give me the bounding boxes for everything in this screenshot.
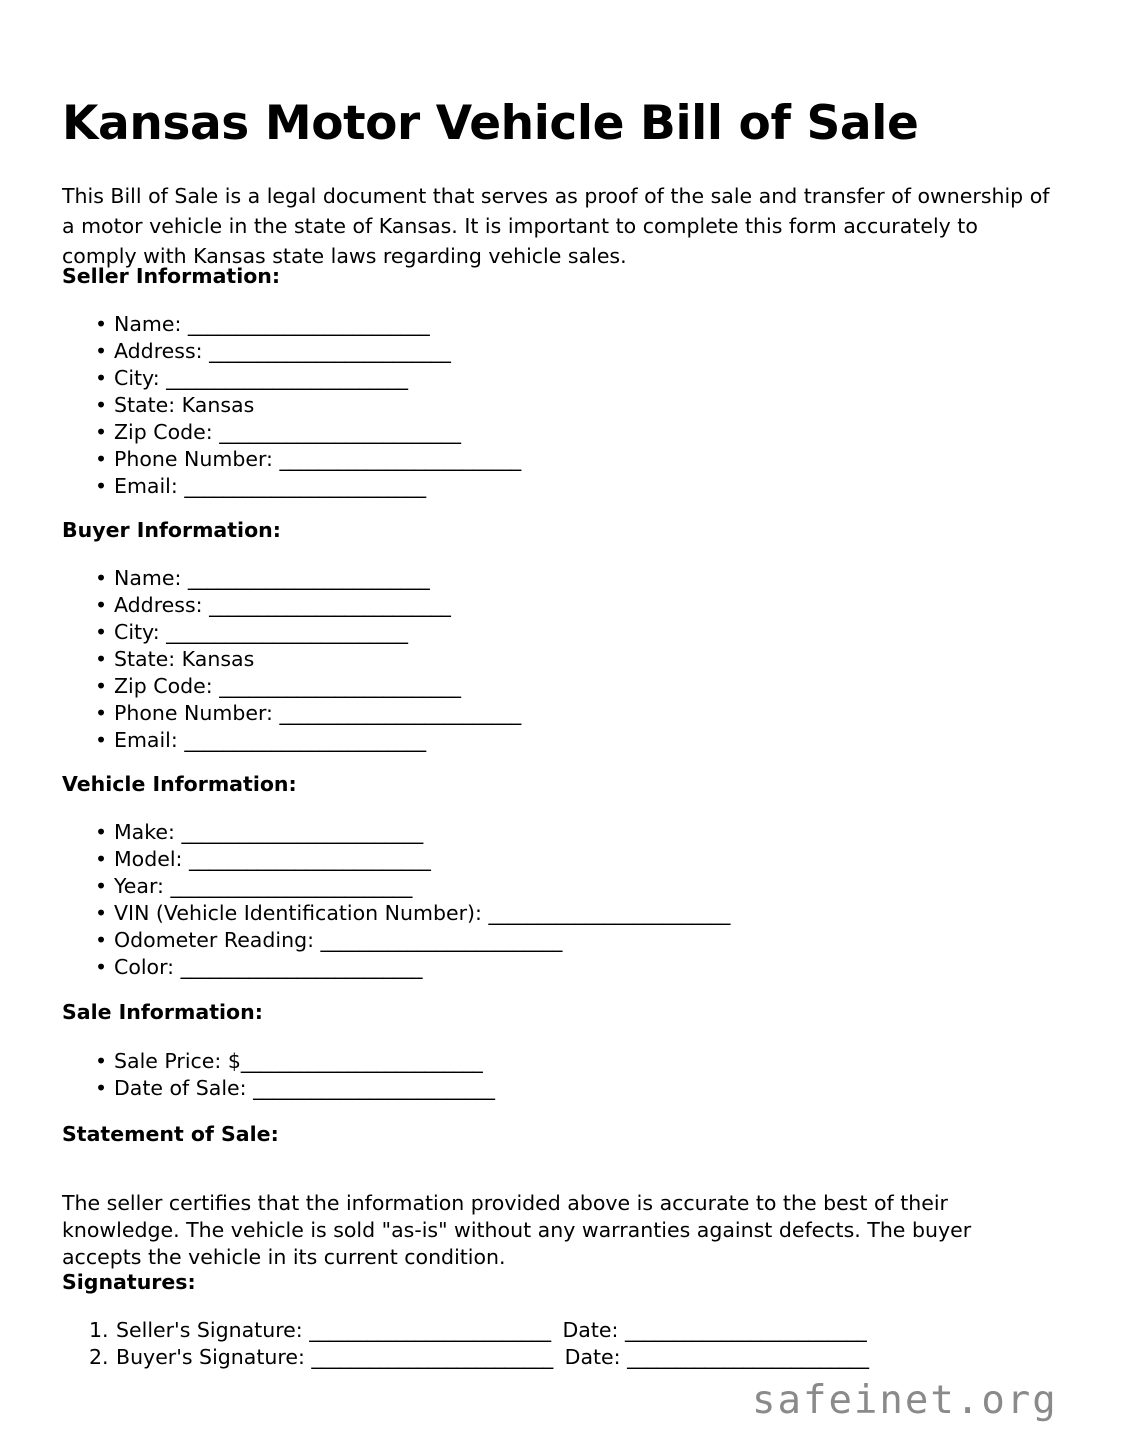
signatures-heading: Signatures: bbox=[62, 1270, 196, 1294]
field-label: Make: bbox=[114, 820, 175, 844]
list-item bbox=[95, 954, 730, 981]
list-item bbox=[95, 446, 521, 473]
date-label: Date: bbox=[564, 1345, 621, 1369]
fill-in-blank[interactable]: _________________________ bbox=[166, 620, 408, 644]
field-label: Odometer Reading: bbox=[114, 928, 314, 952]
signature-blank[interactable]: _________________________ bbox=[309, 1318, 551, 1342]
field-label: Email: bbox=[114, 474, 178, 498]
signature-row bbox=[89, 1344, 868, 1371]
signature-blank[interactable]: _________________________ bbox=[311, 1345, 553, 1369]
list-item bbox=[95, 1075, 494, 1102]
field-label: Zip Code: bbox=[114, 674, 213, 698]
field-label: Address: bbox=[114, 339, 203, 363]
field-label: City: bbox=[114, 366, 160, 390]
field-label: Model: bbox=[114, 847, 183, 871]
list-item bbox=[95, 927, 730, 954]
fill-in-blank[interactable]: _________________________ bbox=[320, 928, 562, 952]
field-label: Name: bbox=[114, 312, 182, 336]
fill-in-blank[interactable]: _________________________ bbox=[189, 847, 431, 871]
seller-field-list bbox=[95, 311, 521, 500]
signature-row bbox=[89, 1317, 868, 1344]
field-label: Sale Price: $ bbox=[114, 1049, 241, 1073]
statement-of-sale-text: The seller certifies that the information provided above is accurate to the best of their knowledge. The vehicle is sold "as-is" without any warranties against defects. The buyer accepts the vehicle in its current condition. bbox=[62, 1190, 972, 1269]
list-item bbox=[95, 727, 521, 754]
fill-in-blank[interactable]: _________________________ bbox=[279, 701, 521, 725]
list-item bbox=[95, 565, 521, 592]
list-item bbox=[95, 1048, 494, 1075]
field-label: Date of Sale: bbox=[114, 1076, 247, 1100]
field-label: State: Kansas bbox=[114, 393, 255, 417]
fill-in-blank[interactable]: _________________________ bbox=[180, 955, 422, 979]
intro-paragraph: This Bill of Sale is a legal document that serves as proof of the sale and transfer of ownership of a motor vehicle in the state of Kansas. It is important to complete this form accurately to comply with Kansas state laws regarding vehicle sales. bbox=[62, 183, 1050, 268]
fill-in-blank[interactable]: _________________________ bbox=[166, 366, 408, 390]
list-item bbox=[95, 819, 730, 846]
list-item bbox=[95, 673, 521, 700]
fill-in-blank[interactable]: _________________________ bbox=[184, 474, 426, 498]
list-item bbox=[95, 338, 521, 365]
signature-label: Seller's Signature: bbox=[116, 1318, 303, 1342]
statement-of-sale-heading: Statement of Sale: bbox=[62, 1122, 279, 1146]
list-item bbox=[95, 419, 521, 446]
field-label: City: bbox=[114, 620, 160, 644]
fill-in-blank[interactable]: _________________________ bbox=[181, 820, 423, 844]
date-blank[interactable]: _________________________ bbox=[627, 1345, 869, 1369]
date-label: Date: bbox=[562, 1318, 619, 1342]
field-label: Year: bbox=[114, 874, 164, 898]
list-item bbox=[95, 873, 730, 900]
field-label: Phone Number: bbox=[114, 701, 273, 725]
vehicle-information-heading: Vehicle Information: bbox=[62, 772, 297, 796]
field-label: Email: bbox=[114, 728, 178, 752]
fill-in-blank[interactable]: _________________________ bbox=[488, 901, 730, 925]
list-item bbox=[95, 473, 521, 500]
list-item bbox=[95, 392, 521, 419]
list-item bbox=[95, 900, 730, 927]
field-label: VIN (Vehicle Identification Number): bbox=[114, 901, 482, 925]
fill-in-blank[interactable]: _________________________ bbox=[279, 447, 521, 471]
buyer-field-list bbox=[95, 565, 521, 754]
fill-in-blank[interactable]: _________________________ bbox=[184, 728, 426, 752]
signature-label: Buyer's Signature: bbox=[116, 1345, 305, 1369]
fill-in-blank[interactable]: _________________________ bbox=[170, 874, 412, 898]
sale-field-list bbox=[95, 1048, 494, 1102]
fill-in-blank[interactable]: _________________________ bbox=[209, 339, 451, 363]
vehicle-field-list bbox=[95, 819, 730, 981]
field-label: Address: bbox=[114, 593, 203, 617]
fill-in-blank[interactable]: _________________________ bbox=[253, 1076, 495, 1100]
sale-information-heading: Sale Information: bbox=[62, 1000, 263, 1024]
field-label: Zip Code: bbox=[114, 420, 213, 444]
signature-list bbox=[89, 1317, 868, 1371]
fill-in-blank[interactable]: _________________________ bbox=[240, 1049, 483, 1073]
buyer-information-heading: Buyer Information: bbox=[62, 518, 281, 542]
page-title: Kansas Motor Vehicle Bill of Sale bbox=[62, 96, 919, 152]
fill-in-blank[interactable]: _________________________ bbox=[187, 312, 430, 336]
list-item bbox=[95, 646, 521, 673]
date-blank[interactable]: _________________________ bbox=[624, 1318, 867, 1342]
watermark: safeinet.org bbox=[752, 1378, 1058, 1423]
fill-in-blank[interactable]: _________________________ bbox=[219, 420, 461, 444]
field-label: Name: bbox=[114, 566, 182, 590]
list-item bbox=[95, 619, 521, 646]
list-item bbox=[95, 592, 521, 619]
seller-information-heading: Seller Information: bbox=[62, 264, 281, 288]
list-item bbox=[95, 311, 521, 338]
field-label: State: Kansas bbox=[114, 647, 255, 671]
list-item bbox=[95, 700, 521, 727]
list-item bbox=[95, 846, 730, 873]
field-label: Phone Number: bbox=[114, 447, 273, 471]
field-label: Color: bbox=[114, 955, 175, 979]
fill-in-blank[interactable]: _________________________ bbox=[209, 593, 451, 617]
fill-in-blank[interactable]: _________________________ bbox=[219, 674, 461, 698]
list-item bbox=[95, 365, 521, 392]
fill-in-blank[interactable]: _________________________ bbox=[187, 566, 430, 590]
